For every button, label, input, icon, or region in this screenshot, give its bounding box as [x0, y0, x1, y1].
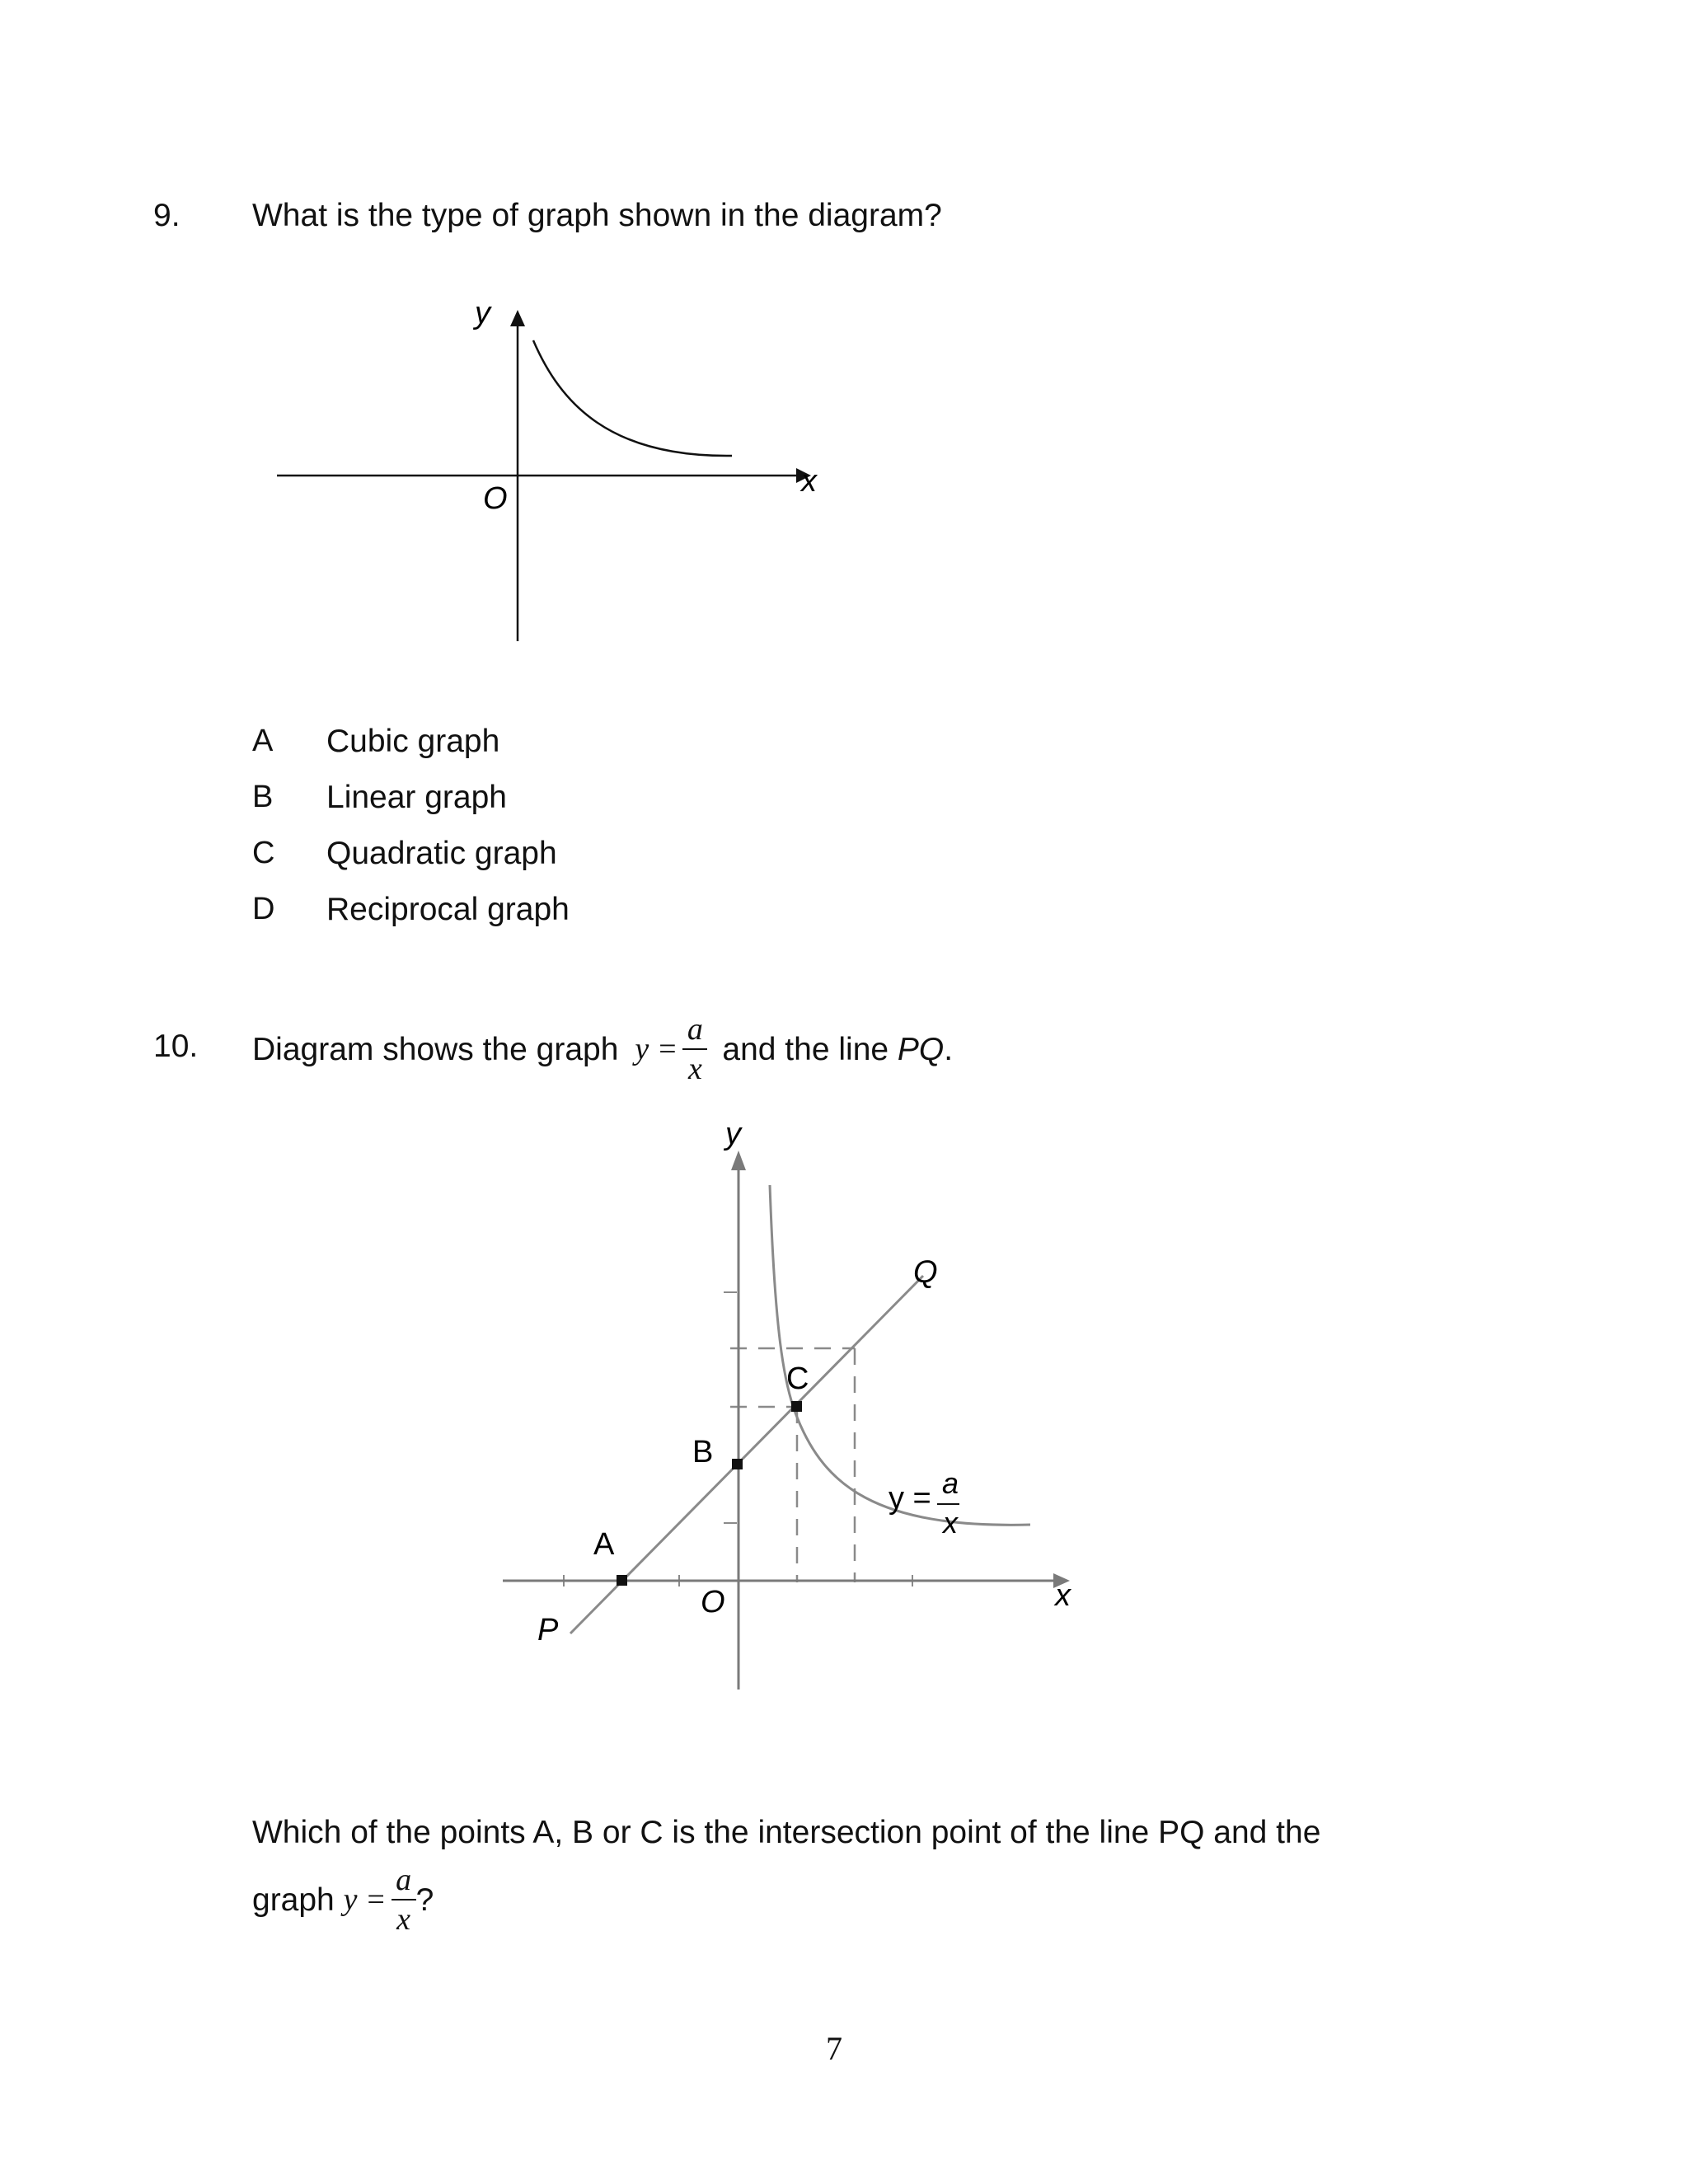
q9-curve [533, 340, 732, 456]
q9-diagram [264, 288, 857, 651]
q10-point-c-marker [791, 1401, 802, 1412]
q10-intro-frac-num: a [687, 1012, 703, 1047]
q10-curve-label-den: x [943, 1506, 958, 1540]
q10-intro-frac-den: x [687, 1052, 702, 1086]
q10-question-eq-y: y = [343, 1882, 387, 1917]
q10-question-frac-den: x [396, 1902, 411, 1937]
q10-y-arrow-icon [731, 1151, 746, 1170]
page-number: 7 [826, 2030, 842, 2067]
q10-label-p: P [537, 1613, 559, 1647]
q10-number: 10. [153, 1029, 199, 1064]
q10-intro-pq: PQ [897, 1031, 945, 1067]
q10-curve-label-num: a [942, 1466, 959, 1500]
q9-y-label: y [475, 296, 490, 330]
q10-intro-after: and the line [722, 1031, 898, 1067]
q9-question: What is the type of graph shown in the diagram? [252, 198, 942, 233]
q10-label-c: C [786, 1361, 809, 1396]
q10-question-mark: ? [415, 1882, 434, 1918]
q10-intro-eq-y: y = [635, 1032, 678, 1066]
q10-intro-fraction [682, 1014, 707, 1085]
q9-y-arrow-icon [510, 310, 525, 326]
q9-option-d-letter: D [252, 892, 275, 926]
q9-option-b-text: Linear graph [326, 780, 507, 815]
q9-option-a-letter: A [252, 724, 274, 758]
q10-point-b-marker [732, 1459, 743, 1469]
q10-question-graph-word: graph [252, 1882, 344, 1918]
q10-intro [252, 1004, 953, 1094]
q10-diagram [486, 1113, 1113, 1698]
q10-reciprocal-curve [770, 1185, 1030, 1525]
q10-intro-end: . [944, 1031, 954, 1067]
q10-label-b: B [692, 1435, 714, 1469]
q10-question-line2 [252, 1854, 434, 1945]
q9-option-c-text: Quadratic graph [326, 836, 557, 871]
q10-label-q: Q [913, 1255, 938, 1290]
q10-point-a-marker [617, 1575, 627, 1586]
q9-option-c-letter: C [252, 836, 275, 870]
q10-curve-label-y: y = [889, 1481, 931, 1516]
q10-question-frac-num: a [396, 1863, 412, 1897]
q10-question-fraction [392, 1864, 416, 1935]
q9-origin-label: O [483, 481, 508, 516]
q10-origin-label: O [701, 1585, 725, 1619]
q10-question-line1: Which of the points A, B or C is the intersection point of the line PQ and the [252, 1815, 1321, 1850]
q9-option-d-text: Reciprocal graph [326, 892, 570, 927]
q10-label-a: A [593, 1527, 615, 1562]
q9-x-label: x [801, 464, 817, 499]
q9-option-b-letter: B [252, 780, 274, 814]
q9-number: 9. [153, 198, 181, 233]
q9-option-a-text: Cubic graph [326, 724, 500, 759]
q10-y-label: y [725, 1117, 741, 1151]
q10-intro-text: Diagram shows the graph [252, 1031, 619, 1067]
q10-x-label: x [1055, 1578, 1071, 1613]
